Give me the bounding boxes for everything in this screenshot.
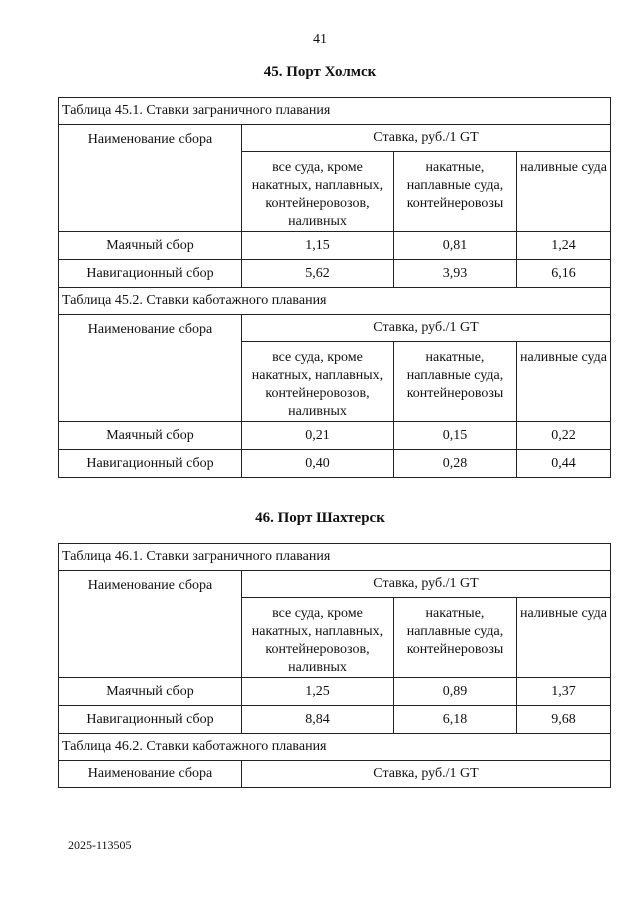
cell-value: 0,21	[242, 422, 394, 450]
subheader-all-vessels: все суда, кроме накатных, наплавных, контейнеровозов, наливных	[242, 598, 394, 678]
subheader-tankers: наливные суда	[517, 342, 611, 422]
rates-table-46	[58, 543, 611, 788]
table-header-row	[59, 315, 611, 342]
section-heading-46: 46. Порт Шахтерск	[255, 510, 385, 526]
table-row	[59, 706, 611, 734]
cell-value: 5,62	[242, 260, 394, 288]
cell-value: 0,89	[394, 678, 517, 706]
subheader-tankers: наливные суда	[517, 598, 611, 678]
column-header-rate: Ставка, руб./1 GT	[242, 315, 611, 342]
section-heading-45: 45. Порт Холмск	[263, 64, 377, 80]
cell-value: 0,81	[394, 232, 517, 260]
cell-value: 0,40	[242, 450, 394, 478]
table-row	[59, 232, 611, 260]
row-label: Навигационный сбор	[59, 260, 242, 288]
table-caption: Таблица 45.2. Ставки каботажного плавания	[59, 288, 611, 315]
cell-value: 0,44	[517, 450, 611, 478]
table-caption-row	[59, 544, 611, 571]
subheader-roro-containers: накатные, наплавные суда, контейнеровозы	[394, 342, 517, 422]
column-header-name: Наименование сбора	[59, 315, 242, 422]
row-label: Маячный сбор	[59, 422, 242, 450]
table-caption-row	[59, 98, 611, 125]
subheader-all-vessels: все суда, кроме накатных, наплавных, контейнеровозов, наливных	[242, 152, 394, 232]
cell-value: 0,15	[394, 422, 517, 450]
column-header-rate: Ставка, руб./1 GT	[242, 761, 611, 788]
rates-table-45	[58, 97, 611, 478]
row-label: Маячный сбор	[59, 232, 242, 260]
table-caption: Таблица 45.1. Ставки заграничного плавания	[59, 98, 611, 125]
row-label: Навигационный сбор	[59, 450, 242, 478]
cell-value: 6,18	[394, 706, 517, 734]
table-row	[59, 678, 611, 706]
cell-value: 1,24	[517, 232, 611, 260]
row-label: Навигационный сбор	[59, 706, 242, 734]
subheader-all-vessels: все суда, кроме накатных, наплавных, контейнеровозов, наливных	[242, 342, 394, 422]
subheader-roro-containers: накатные, наплавные суда, контейнеровозы	[394, 152, 517, 232]
cell-value: 3,93	[394, 260, 517, 288]
table-row	[59, 422, 611, 450]
column-header-rate: Ставка, руб./1 GT	[242, 125, 611, 152]
footer-document-code: 2025-113505	[68, 838, 132, 852]
table-caption: Таблица 46.2. Ставки каботажного плавания	[59, 734, 611, 761]
cell-value: 1,37	[517, 678, 611, 706]
subheader-tankers: наливные суда	[517, 152, 611, 232]
cell-value: 8,84	[242, 706, 394, 734]
column-header-name: Наименование сбора	[59, 571, 242, 678]
table-caption: Таблица 46.1. Ставки заграничного плавания	[59, 544, 611, 571]
subheader-roro-containers: накатные, наплавные суда, контейнеровозы	[394, 598, 517, 678]
table-row	[59, 260, 611, 288]
column-header-name: Наименование сбора	[59, 761, 242, 788]
page-number: 41	[313, 32, 327, 47]
table-header-row	[59, 571, 611, 598]
table-row	[59, 450, 611, 478]
table-header-row	[59, 761, 611, 788]
column-header-name: Наименование сбора	[59, 125, 242, 232]
cell-value: 0,22	[517, 422, 611, 450]
cell-value: 6,16	[517, 260, 611, 288]
cell-value: 1,15	[242, 232, 394, 260]
column-header-rate: Ставка, руб./1 GT	[242, 571, 611, 598]
row-label: Маячный сбор	[59, 678, 242, 706]
table-caption-row	[59, 734, 611, 761]
table-header-row	[59, 125, 611, 152]
cell-value: 1,25	[242, 678, 394, 706]
cell-value: 9,68	[517, 706, 611, 734]
cell-value: 0,28	[394, 450, 517, 478]
table-caption-row	[59, 288, 611, 315]
